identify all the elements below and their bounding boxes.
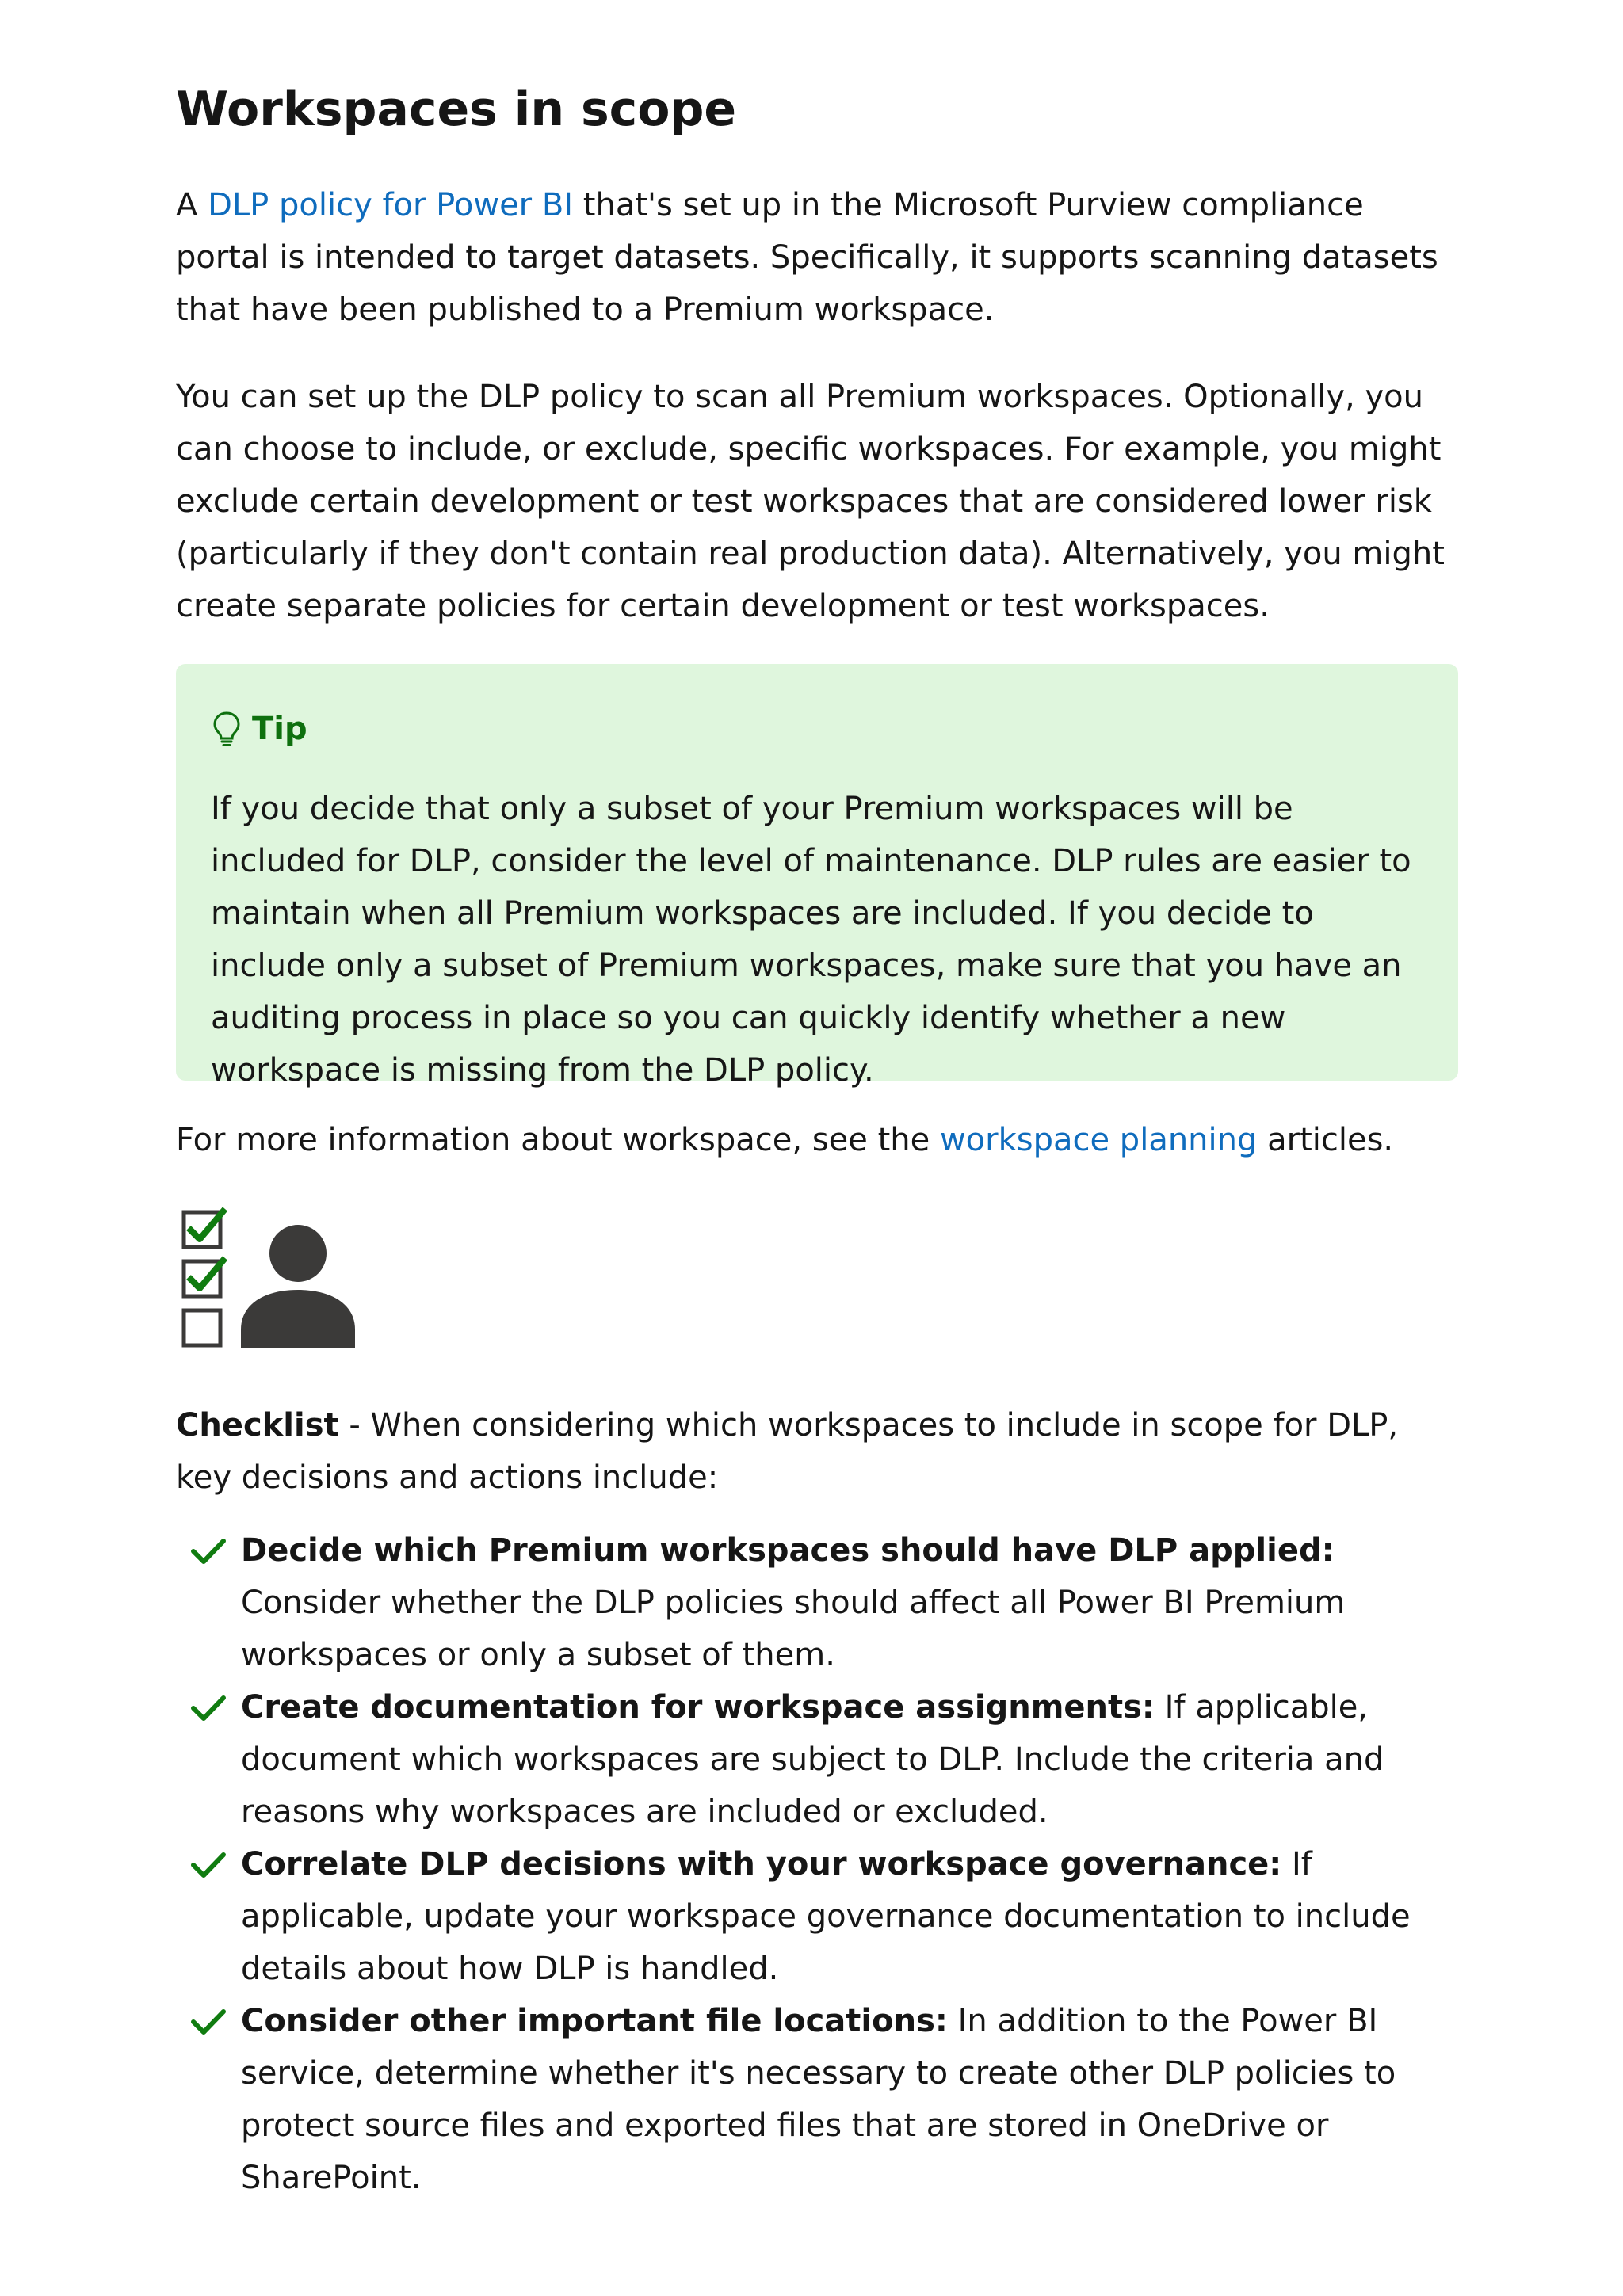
checklist-item-text: If applicable, update your workspace governance documentation to include details about how DLP is handled. <box>241 1846 1411 1987</box>
checklist-item <box>176 1995 1476 2204</box>
tip-text: If you decide that only a subset of your Premium workspaces will be included for DLP, consider the level of maintenance. DLP rules are easier to maintain when all Premium workspaces are included. If you decide to include only a subset of Premium workspaces, make sure that you have an auditing process in place so you can quickly identify whether a new workspace is missing from the DLP policy. <box>211 791 1411 1089</box>
tip-callout <box>176 664 1458 1089</box>
tip-header <box>211 705 1423 753</box>
checklist-label: Checklist <box>176 1407 339 1444</box>
more-info-suffix: articles. <box>1257 1122 1394 1158</box>
check-icon <box>190 2008 227 2036</box>
checklist-person-icon <box>176 1203 358 1353</box>
more-info-paragraph <box>176 1114 1460 1166</box>
scope-paragraph: You can set up the DLP policy to scan all Premium workspaces. Optionally, you can choose to include, or exclude, specific workspaces. For example, you might exclude certain development or test workspaces that are considered lower risk (particularly if they don't contain real production data). Alternatively, you might create separate policies for certain development or test workspaces. <box>176 379 1445 624</box>
check-icon <box>190 1537 227 1566</box>
person-head-icon <box>269 1225 327 1282</box>
checklist-intro-text: - When considering which workspaces to include in scope for DLP, key decisions and actions include: <box>176 1407 1399 1496</box>
checklist-item <box>176 1681 1476 1838</box>
checklist-item-title: Create documentation for workspace assignments: <box>241 1689 1155 1726</box>
checklist-item-text: In addition to the Power BI service, determine whether it's necessary to create other DLP policies to protect source files and exported files that are stored in OneDrive or SharePoint. <box>241 2003 1396 2196</box>
check-icon <box>190 1694 227 1722</box>
checkbox-empty-icon <box>184 1310 220 1345</box>
page-title: Workspaces in scope <box>176 82 737 137</box>
check-icon <box>190 1851 227 1879</box>
checklist <box>176 1524 1476 2204</box>
intro-prefix: A <box>176 187 208 223</box>
lightbulb-icon <box>211 710 242 748</box>
checklist-item-text: Consider whether the DLP policies should affect all Power BI Premium workspaces or only a subset of them. <box>241 1585 1346 1673</box>
checklist-item <box>176 1838 1476 1995</box>
workspace-planning-link[interactable]: workspace planning <box>939 1122 1258 1158</box>
intro-suffix: that's set up in the Microsoft Purview compliance portal is intended to target datasets. Specifically, it supports scanning datasets that have been published to a Premium workspace. <box>176 187 1438 328</box>
dlp-policy-link[interactable]: DLP policy for Power BI <box>208 187 574 223</box>
tip-label: Tip <box>252 711 307 747</box>
checklist-item-title: Decide which Premium workspaces should have DLP applied: <box>241 1532 1335 1569</box>
more-info-prefix: For more information about workspace, see the <box>176 1122 940 1158</box>
person-body-icon <box>241 1290 355 1348</box>
intro-paragraph <box>176 179 1460 336</box>
checklist-item-title: Correlate DLP decisions with your workspace governance: <box>241 1846 1282 1882</box>
checklist-item <box>176 1524 1476 1681</box>
checklist-item-title: Consider other important file locations: <box>241 2003 948 2039</box>
checklist-intro <box>176 1399 1460 1504</box>
checklist-item-text: If applicable, document which workspaces are subject to DLP. Include the criteria and reasons why workspaces are included or excluded. <box>241 1689 1384 1830</box>
